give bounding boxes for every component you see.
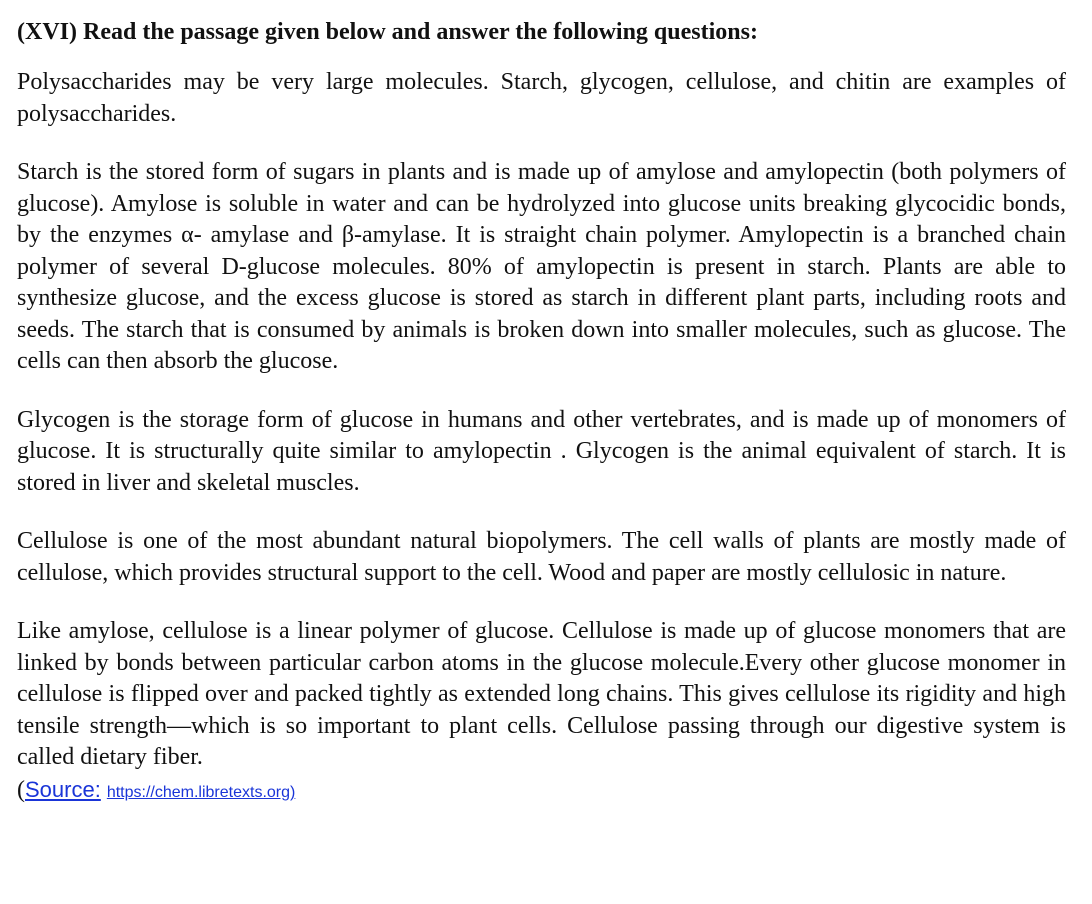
question-heading: (XVI) Read the passage given below and answer the following questions: (17, 19, 758, 45)
source-url-link[interactable]: https://chem.libretexts.org) (106, 783, 296, 801)
paragraph-starch: Starch is the stored form of sugars in plants and is made up of amylose and amylopectin (both polymers of glucose). Amylose is soluble in water and can be hydrolyzed into glucose units breaking glycocidic bonds, by the enzymes α- amylase and β-amylase. It is straight chain polymer. Amylopectin is a branched chain polymer of several D-glucose molecules. 80% of amylopectin is present in starch. Plants are able to synthesize glucose, and the excess glucose is stored as starch in different plant parts, including roots and seeds. The starch that is consumed by animals is broken down into smaller molecules, such as glucose. The cells can then absorb the glucose. (17, 159, 1066, 374)
source-citation (17, 774, 1066, 808)
source-open-paren: ( (17, 776, 25, 803)
paragraph-cellulose: Cellulose is one of the most abundant natural biopolymers. The cell walls of plants are mostly made of cellulose, which provides structural support to the cell. Wood and paper are mostly cellulosic in nature. (17, 528, 1066, 586)
document-page (17, 14, 1066, 808)
paragraph-cellulose-structure: Like amylose, cellulose is a linear polymer of glucose. Cellulose is made up of glucose monomers that are linked by bonds between particular carbon atoms in the glucose molecule.Every other glucose monomer in cellulose is flipped over and packed tightly as extended long chains. This gives cellulose its rigidity and high tensile strength—which is so important to plant cells. Cellulose passing through our digestive system is called dietary fiber. (17, 618, 1066, 770)
paragraph-polysaccharides: Polysaccharides may be very large molecules. Starch, glycogen, cellulose, and chitin are examples of polysaccharides. (17, 69, 1066, 127)
source-label-link[interactable]: Source: (25, 776, 101, 802)
paragraph-glycogen: Glycogen is the storage form of glucose in humans and other vertebrates, and is made up of monomers of glucose. It is structurally quite similar to amylopectin . Glycogen is the animal equivalent of starch. It is stored in liver and skeletal muscles. (17, 406, 1066, 496)
